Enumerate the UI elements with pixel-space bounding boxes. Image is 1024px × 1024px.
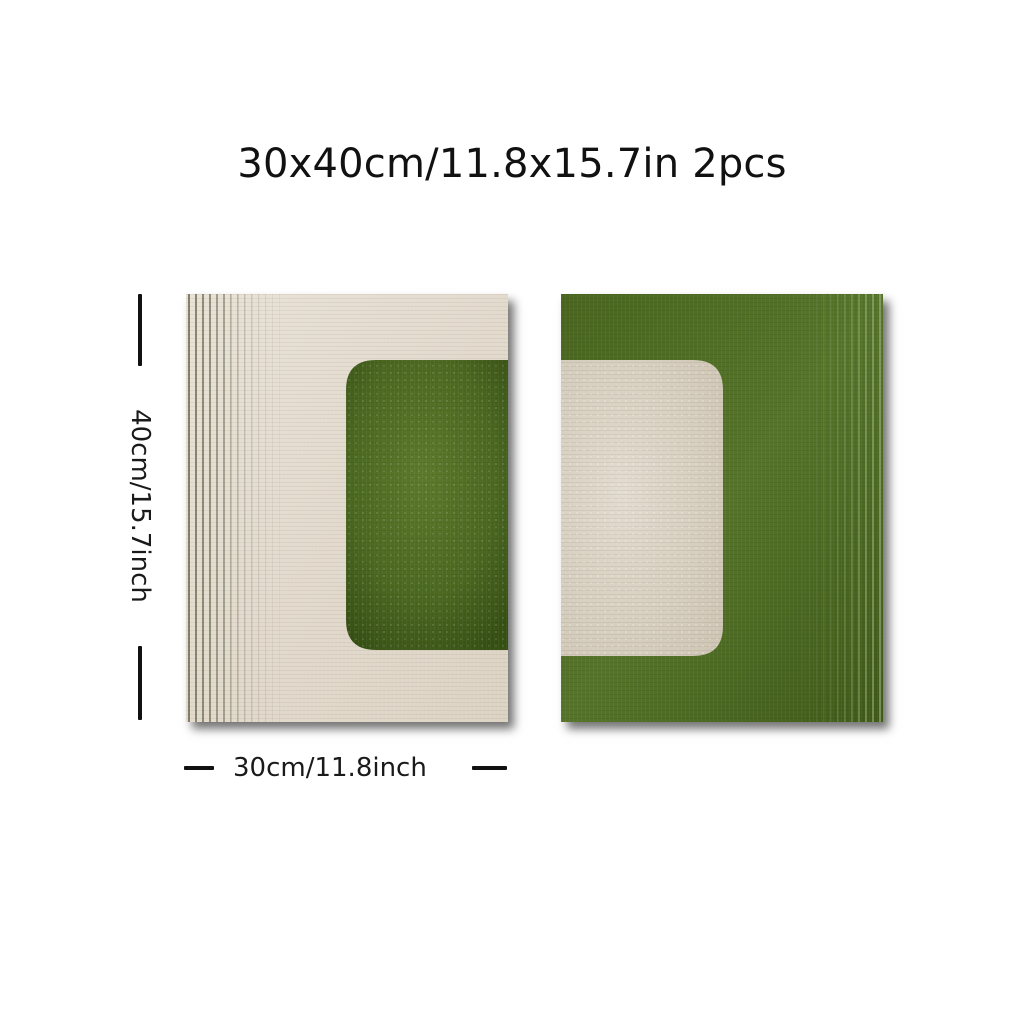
canvas-panel-left: [186, 294, 508, 722]
height-dimension-line-bottom: [138, 646, 142, 720]
height-dimension-line-top: [138, 294, 142, 366]
width-dimension-label: 30cm/11.8inch: [233, 753, 427, 783]
width-dimension-line-left: [184, 766, 214, 770]
height-dimension-label: 40cm/15.7inch: [125, 409, 155, 603]
canvas-panel-right: [561, 294, 883, 722]
width-dimension-line-right: [472, 766, 507, 770]
size-title: 30x40cm/11.8x15.7in 2pcs: [237, 141, 787, 187]
